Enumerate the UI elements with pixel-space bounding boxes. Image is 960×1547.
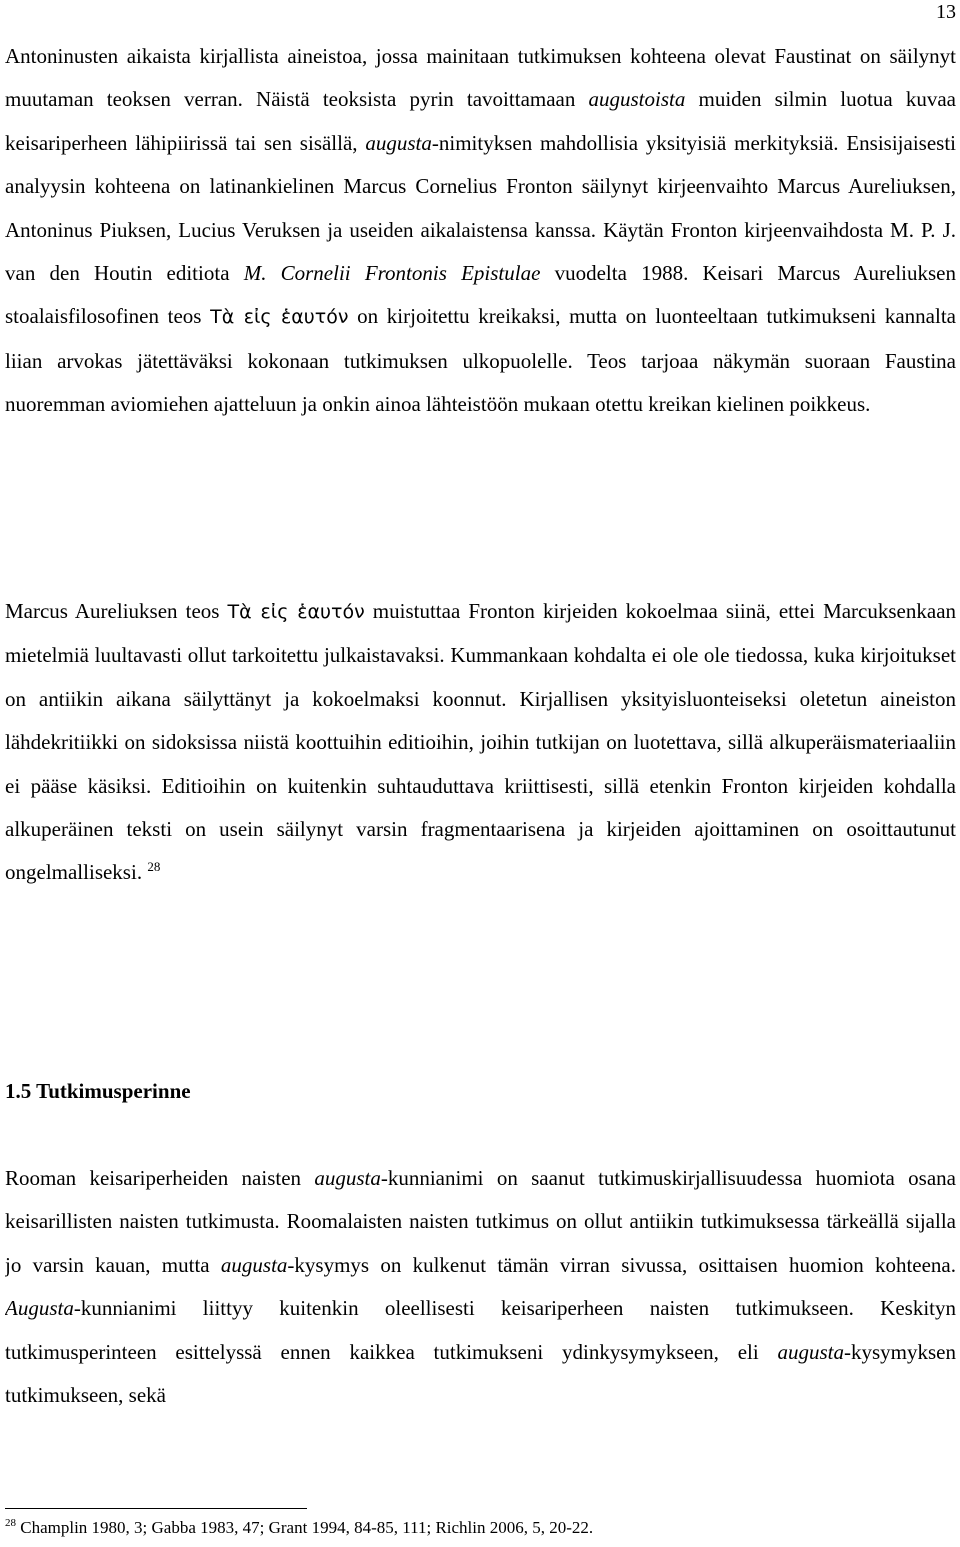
greek-title: Tὰ εἰς ἑαυτόν <box>210 306 349 329</box>
text-run: Marcus Aureliuksen teos <box>5 599 228 623</box>
section-heading: 1.5 Tutkimusperinne <box>5 1079 191 1103</box>
italic-term: augusta <box>777 1339 844 1364</box>
paragraph-sources <box>5 35 956 427</box>
footnote-number: 28 <box>5 1517 16 1529</box>
text-run: muiden silmin luotua kuvaa keisariperheen lähipiirissä tai sen sisällä, <box>5 87 957 155</box>
text-run: muistuttaa Fronton kirjeiden kokoelmaa siinä, ettei Marcuksenkaan mietelmiä luultavasti ollut tarkoitettu julkaistavaksi. Kummankaan kohdalta ei ole ole tiedossa, kuka kirjoitukset on antiikin aikana säilyttänyt ja kokoelmaksi koonnut. Kirjallisen yksityisluonteiseksi oletetun aineiston lähdekritiikki on sidoksissa niistä koottuihin editioihin, joihin tutkijan on luotettava, sillä alkuperäismateriaaliin ei pääse käsiksi. Editioihin on kuitenkin suhtauduttava kriittisesti, sillä etenkin Fronton kirjeiden kohdalla alkuperäinen teksti on usein säilynyt varsin fragmentaarisena ja kirjeiden ajoittaminen on osoittautunut ongelmalliseksi. <box>5 599 957 885</box>
greek-title: Tὰ εἰς ἑαυτόν <box>227 601 365 623</box>
text-run: vuodelta 1988. Keisari Marcus Aureliuksen stoalaisfilosofinen teos <box>5 261 956 329</box>
footnote <box>5 1517 593 1539</box>
paragraph-source-criticism <box>5 590 956 895</box>
text-run: -kunnianimi on saanut tutkimuskirjallisuudessa huomiota osana keisarillisten naisten tutkimusta. Roomalaisten naisten tutkimus on ollut antiikin tutkimuksessa tärkeällä sijalla jo varsin kauan, mutta <box>5 1166 956 1277</box>
text-run: -kysymyksen tutkimukseen, sekä <box>5 1339 956 1408</box>
footnote-reference[interactable]: 28 <box>147 859 161 875</box>
italic-term: augusta <box>314 1166 381 1190</box>
footnote-text: Champlin 1980, 3; Gabba 1983, 47; Grant 1994, 84-85, 111; Richlin 2006, 5, 20-22. <box>16 1518 594 1537</box>
text-run: on kirjoitettu kreikaksi, mutta on luonteeltaan tutkimukseni kannalta liian arvokas jätettäväksi kokonaan tutkimuksen ulkopuolelle. Teos tarjoaa näkymän suoraan Faustina nuoremman aviomiehen ajatteluun ja onkin ainoa lähteistöön mukaan otettu kreikan kielinen poikkeus. <box>5 304 956 417</box>
italic-term: augusta <box>220 1252 288 1277</box>
text-run: -nimityksen mahdollisia yksityisiä merkityksiä. Ensisijaisesti analyysin kohteena on latinankielinen Marcus Cornelius Fronton säilynyt kirjeenvaihto Marcus Aureliuksen, Antoninus Piuksen, Lucius Veruksen ja useiden aikalaistensa kanssa. Käytän Fronton kirjeenvaihdosta M. P. J. van den Houtin editiota <box>5 130 957 286</box>
page-number: 13 <box>936 1 956 23</box>
italic-term: Augusta <box>5 1296 74 1321</box>
text-run: Rooman keisariperheiden naisten <box>5 1166 315 1190</box>
italic-term: augustoista <box>588 87 686 112</box>
italic-title: M. Cornelii Frontonis Epistulae <box>243 261 541 286</box>
italic-term: augusta <box>365 130 432 155</box>
footnote-divider <box>5 1508 307 1509</box>
text-run: -kysymys on kulkenut tämän virran sivussa, osittaisen huomion kohteena. <box>287 1252 956 1277</box>
text-run: Antoninusten aikaista kirjallista aineistoa, jossa mainitaan tutkimuksen kohteena olevat Faustinat on säilynyt muutaman teoksen verran. Näistä teoksista pyrin tavoittamaan <box>5 44 956 112</box>
paragraph-research-tradition <box>5 1157 956 1417</box>
text-run: -kunnianimi liittyy kuitenkin oleellisesti keisariperheen naisten tutkimukseen. Keskityn tutkimusperinteen esittelyssä ennen kaikkea tutkimukseni ydinkysymykseen, eli <box>5 1296 956 1364</box>
